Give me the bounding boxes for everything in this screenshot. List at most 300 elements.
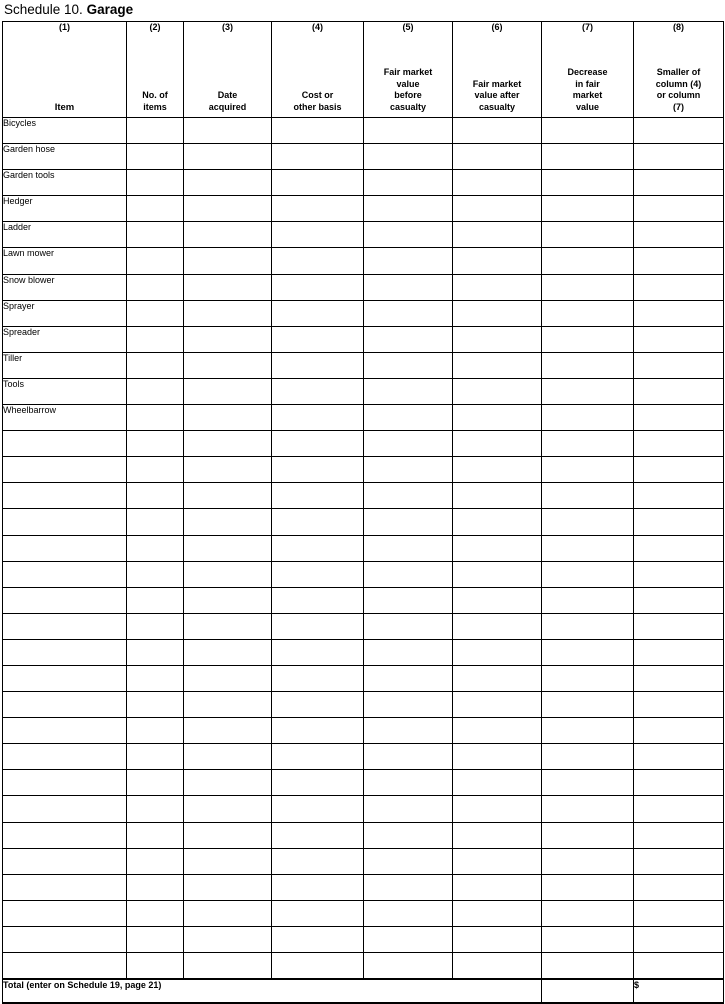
- entry-cell-col2[interactable]: [127, 692, 184, 718]
- entry-cell-col5[interactable]: [364, 300, 453, 326]
- item-name-cell[interactable]: Sprayer: [3, 300, 127, 326]
- entry-cell-col4[interactable]: [272, 118, 364, 144]
- entry-cell-col4[interactable]: [272, 274, 364, 300]
- entry-cell-col2[interactable]: [127, 378, 184, 404]
- entry-cell-col3[interactable]: [184, 300, 272, 326]
- entry-cell-col4[interactable]: [272, 378, 364, 404]
- entry-cell-col3[interactable]: [184, 196, 272, 222]
- entry-cell-col3[interactable]: [184, 170, 272, 196]
- entry-cell-col4[interactable]: [272, 953, 364, 980]
- entry-cell-col3[interactable]: [184, 144, 272, 170]
- entry-cell-col3[interactable]: [184, 509, 272, 535]
- entry-cell-col4[interactable]: [272, 848, 364, 874]
- entry-cell-col7[interactable]: [542, 639, 634, 665]
- column-header-fmv-before-casualty: [364, 22, 453, 118]
- entry-cell-col2[interactable]: [127, 535, 184, 561]
- entry-cell-col7[interactable]: [542, 144, 634, 170]
- entry-cell-col3[interactable]: [184, 822, 272, 848]
- entry-cell-col3[interactable]: [184, 718, 272, 744]
- table-row: [3, 613, 724, 639]
- entry-cell-col5[interactable]: [364, 953, 453, 980]
- item-name-cell[interactable]: Ladder: [3, 222, 127, 248]
- entry-cell-col3[interactable]: [184, 326, 272, 352]
- entry-cell-col2[interactable]: [127, 744, 184, 770]
- table-row: [3, 378, 724, 404]
- entry-cell-col8[interactable]: [634, 848, 724, 874]
- item-name-cell[interactable]: Garden hose: [3, 144, 127, 170]
- entry-cell-col3[interactable]: [184, 483, 272, 509]
- item-name-cell[interactable]: [3, 926, 127, 952]
- entry-cell-col8[interactable]: [634, 718, 724, 744]
- entry-cell-col2[interactable]: [127, 196, 184, 222]
- column-number-7: (7): [582, 22, 593, 32]
- item-name-cell[interactable]: [3, 718, 127, 744]
- entry-cell-col7[interactable]: [542, 405, 634, 431]
- table-row: [3, 900, 724, 926]
- entry-cell-col8[interactable]: [634, 900, 724, 926]
- entry-cell-col8[interactable]: [634, 509, 724, 535]
- entry-cell-col6[interactable]: [453, 509, 542, 535]
- table-row: [3, 874, 724, 900]
- entry-cell-col5[interactable]: [364, 196, 453, 222]
- entry-cell-col6[interactable]: [453, 378, 542, 404]
- entry-cell-col5[interactable]: [364, 248, 453, 274]
- entry-cell-col7[interactable]: [542, 170, 634, 196]
- entry-cell-col6[interactable]: [453, 639, 542, 665]
- item-name-cell[interactable]: [3, 953, 127, 980]
- table-row: [3, 196, 724, 222]
- item-name-cell[interactable]: Lawn mower: [3, 248, 127, 274]
- entry-cell-col5[interactable]: [364, 874, 453, 900]
- entry-cell-col6[interactable]: [453, 248, 542, 274]
- entry-cell-col2[interactable]: [127, 718, 184, 744]
- entry-cell-col5[interactable]: [364, 535, 453, 561]
- item-name-cell[interactable]: [3, 457, 127, 483]
- entry-cell-col5[interactable]: [364, 118, 453, 144]
- entry-cell-col4[interactable]: [272, 926, 364, 952]
- entry-cell-col7[interactable]: [542, 665, 634, 691]
- entry-cell-col8[interactable]: [634, 665, 724, 691]
- entry-cell-col4[interactable]: [272, 900, 364, 926]
- entry-cell-col8[interactable]: [634, 770, 724, 796]
- entry-cell-col6[interactable]: [453, 196, 542, 222]
- entry-cell-col4[interactable]: [272, 170, 364, 196]
- total-row: [3, 979, 724, 1003]
- entry-cell-col3[interactable]: [184, 535, 272, 561]
- entry-cell-col3[interactable]: [184, 796, 272, 822]
- entry-cell-col2[interactable]: [127, 144, 184, 170]
- entry-cell-col2[interactable]: [127, 665, 184, 691]
- table-row: [3, 144, 724, 170]
- entry-cell-col2[interactable]: [127, 770, 184, 796]
- item-name-cell[interactable]: [3, 509, 127, 535]
- item-name-cell[interactable]: [3, 483, 127, 509]
- entry-cell-col8[interactable]: [634, 144, 724, 170]
- entry-cell-col5[interactable]: [364, 144, 453, 170]
- item-name-cell[interactable]: [3, 587, 127, 613]
- entry-cell-col8[interactable]: [634, 953, 724, 980]
- entry-cell-col5[interactable]: [364, 665, 453, 691]
- entry-cell-col5[interactable]: [364, 613, 453, 639]
- entry-cell-col4[interactable]: [272, 692, 364, 718]
- entry-cell-col3[interactable]: [184, 639, 272, 665]
- entry-cell-col8[interactable]: [634, 300, 724, 326]
- entry-cell-col6[interactable]: [453, 561, 542, 587]
- entry-cell-col7[interactable]: [542, 196, 634, 222]
- entry-cell-col6[interactable]: [453, 222, 542, 248]
- entry-cell-col2[interactable]: [127, 300, 184, 326]
- entry-cell-col3[interactable]: [184, 926, 272, 952]
- item-name-cell[interactable]: [3, 770, 127, 796]
- table-row: [3, 587, 724, 613]
- entry-cell-col2[interactable]: [127, 953, 184, 980]
- entry-cell-col6[interactable]: [453, 770, 542, 796]
- entry-cell-col6[interactable]: [453, 457, 542, 483]
- entry-cell-col3[interactable]: [184, 692, 272, 718]
- entry-cell-col7[interactable]: [542, 953, 634, 980]
- entry-cell-col2[interactable]: [127, 431, 184, 457]
- item-name-cell[interactable]: Tools: [3, 378, 127, 404]
- entry-cell-col5[interactable]: [364, 431, 453, 457]
- entry-cell-col7[interactable]: [542, 587, 634, 613]
- entry-cell-col8[interactable]: [634, 196, 724, 222]
- column-header-fmv-after-casualty: [453, 22, 542, 118]
- column-title-item: Item: [54, 102, 75, 113]
- item-name-cell[interactable]: [3, 796, 127, 822]
- entry-cell-col6[interactable]: [453, 144, 542, 170]
- entry-cell-col6[interactable]: [453, 822, 542, 848]
- schedule-name: Garage: [86, 2, 134, 17]
- entry-cell-col8[interactable]: [634, 613, 724, 639]
- entry-cell-col8[interactable]: [634, 248, 724, 274]
- entry-cell-col4[interactable]: [272, 431, 364, 457]
- table-footer: [3, 979, 724, 1003]
- entry-cell-col8[interactable]: [634, 561, 724, 587]
- entry-cell-col6[interactable]: [453, 665, 542, 691]
- entry-cell-col3[interactable]: [184, 953, 272, 980]
- table-row: [3, 561, 724, 587]
- entry-cell-col7[interactable]: [542, 483, 634, 509]
- column-number-3: (3): [222, 22, 233, 32]
- entry-cell-col7[interactable]: [542, 431, 634, 457]
- entry-cell-col5[interactable]: [364, 405, 453, 431]
- entry-cell-col2[interactable]: [127, 326, 184, 352]
- entry-cell-col4[interactable]: [272, 509, 364, 535]
- entry-cell-col6[interactable]: [453, 405, 542, 431]
- item-name-cell[interactable]: [3, 744, 127, 770]
- entry-cell-col5[interactable]: [364, 744, 453, 770]
- item-name-cell[interactable]: [3, 613, 127, 639]
- entry-cell-col4[interactable]: [272, 718, 364, 744]
- entry-cell-col6[interactable]: [453, 744, 542, 770]
- entry-cell-col4[interactable]: [272, 665, 364, 691]
- entry-cell-col3[interactable]: [184, 378, 272, 404]
- entry-cell-col7[interactable]: [542, 535, 634, 561]
- column-number-6: (6): [491, 22, 503, 32]
- entry-cell-col6[interactable]: [453, 326, 542, 352]
- entry-cell-col7[interactable]: [542, 457, 634, 483]
- entry-cell-col2[interactable]: [127, 222, 184, 248]
- entry-cell-col6[interactable]: [453, 431, 542, 457]
- page-title: [2, 0, 723, 21]
- entry-cell-col2[interactable]: [127, 170, 184, 196]
- entry-cell-col5[interactable]: [364, 561, 453, 587]
- entry-cell-col8[interactable]: [634, 118, 724, 144]
- entry-cell-col8[interactable]: [634, 926, 724, 952]
- entry-cell-col3[interactable]: [184, 848, 272, 874]
- entry-cell-col7[interactable]: [542, 352, 634, 378]
- entry-cell-col2[interactable]: [127, 483, 184, 509]
- entry-cell-col4[interactable]: [272, 587, 364, 613]
- entry-cell-col7[interactable]: [542, 822, 634, 848]
- entry-cell-col4[interactable]: [272, 639, 364, 665]
- entry-cell-col3[interactable]: [184, 352, 272, 378]
- item-name-cell[interactable]: [3, 535, 127, 561]
- entry-cell-col3[interactable]: [184, 900, 272, 926]
- entry-cell-col5[interactable]: [364, 483, 453, 509]
- entry-cell-col5[interactable]: [364, 170, 453, 196]
- entry-cell-col3[interactable]: [184, 274, 272, 300]
- entry-cell-col7[interactable]: [542, 770, 634, 796]
- entry-cell-col2[interactable]: [127, 352, 184, 378]
- entry-cell-col8[interactable]: [634, 535, 724, 561]
- entry-cell-col8[interactable]: [634, 405, 724, 431]
- entry-cell-col7[interactable]: [542, 744, 634, 770]
- item-name-cell[interactable]: [3, 874, 127, 900]
- entry-cell-col7[interactable]: [542, 378, 634, 404]
- entry-cell-col8[interactable]: [634, 874, 724, 900]
- entry-cell-col7[interactable]: [542, 248, 634, 274]
- entry-cell-col7[interactable]: [542, 118, 634, 144]
- entry-cell-col4[interactable]: [272, 483, 364, 509]
- table-row: [3, 848, 724, 874]
- total-amount-cell[interactable]: $: [634, 979, 724, 1003]
- table-row: [3, 926, 724, 952]
- entry-cell-col2[interactable]: [127, 457, 184, 483]
- total-blank-cell: [542, 979, 634, 1003]
- entry-cell-col7[interactable]: [542, 222, 634, 248]
- entry-cell-col7[interactable]: [542, 692, 634, 718]
- entry-cell-col8[interactable]: [634, 431, 724, 457]
- entry-cell-col5[interactable]: [364, 587, 453, 613]
- entry-cell-col2[interactable]: [127, 248, 184, 274]
- entry-cell-col5[interactable]: [364, 352, 453, 378]
- item-name-cell[interactable]: Snow blower: [3, 274, 127, 300]
- entry-cell-col6[interactable]: [453, 535, 542, 561]
- entry-cell-col6[interactable]: [453, 900, 542, 926]
- column-number-5: (5): [402, 22, 414, 32]
- entry-cell-col2[interactable]: [127, 900, 184, 926]
- entry-cell-col6[interactable]: [453, 926, 542, 952]
- entry-cell-col6[interactable]: [453, 613, 542, 639]
- entry-cell-col2[interactable]: [127, 796, 184, 822]
- entry-cell-col5[interactable]: [364, 848, 453, 874]
- table-row: [3, 483, 724, 509]
- entry-cell-col6[interactable]: [453, 483, 542, 509]
- entry-cell-col8[interactable]: [634, 822, 724, 848]
- entry-cell-col3[interactable]: [184, 587, 272, 613]
- entry-cell-col8[interactable]: [634, 378, 724, 404]
- entry-cell-col8[interactable]: [634, 274, 724, 300]
- entry-cell-col6[interactable]: [453, 796, 542, 822]
- entry-cell-col2[interactable]: [127, 509, 184, 535]
- entry-cell-col5[interactable]: [364, 274, 453, 300]
- entry-cell-col4[interactable]: [272, 770, 364, 796]
- entry-cell-col3[interactable]: [184, 118, 272, 144]
- table-row: [3, 431, 724, 457]
- entry-cell-col2[interactable]: [127, 405, 184, 431]
- entry-cell-col6[interactable]: [453, 118, 542, 144]
- entry-cell-col7[interactable]: [542, 900, 634, 926]
- entry-cell-col4[interactable]: [272, 796, 364, 822]
- entry-cell-col5[interactable]: [364, 692, 453, 718]
- entry-cell-col3[interactable]: [184, 613, 272, 639]
- table-row: [3, 718, 724, 744]
- entry-cell-col4[interactable]: [272, 613, 364, 639]
- entry-cell-col5[interactable]: [364, 326, 453, 352]
- entry-cell-col8[interactable]: [634, 222, 724, 248]
- entry-cell-col5[interactable]: [364, 718, 453, 744]
- entry-cell-col6[interactable]: [453, 848, 542, 874]
- entry-cell-col5[interactable]: [364, 796, 453, 822]
- entry-cell-col7[interactable]: [542, 561, 634, 587]
- entry-cell-col7[interactable]: [542, 718, 634, 744]
- entry-cell-col6[interactable]: [453, 718, 542, 744]
- entry-cell-col7[interactable]: [542, 509, 634, 535]
- entry-cell-col4[interactable]: [272, 561, 364, 587]
- entry-cell-col7[interactable]: [542, 848, 634, 874]
- entry-cell-col6[interactable]: [453, 300, 542, 326]
- item-name-cell[interactable]: [3, 848, 127, 874]
- entry-cell-col3[interactable]: [184, 561, 272, 587]
- entry-cell-col4[interactable]: [272, 144, 364, 170]
- entry-cell-col8[interactable]: [634, 326, 724, 352]
- entry-cell-col3[interactable]: [184, 665, 272, 691]
- entry-cell-col5[interactable]: [364, 222, 453, 248]
- entry-cell-col5[interactable]: [364, 509, 453, 535]
- entry-cell-col8[interactable]: [634, 170, 724, 196]
- entry-cell-col5[interactable]: [364, 900, 453, 926]
- item-name-cell[interactable]: [3, 431, 127, 457]
- entry-cell-col3[interactable]: [184, 770, 272, 796]
- column-title-date-acquired: Date acquired: [208, 90, 247, 112]
- table-header-row: [3, 22, 724, 118]
- entry-cell-col6[interactable]: [453, 170, 542, 196]
- item-name-cell[interactable]: Wheelbarrow: [3, 405, 127, 431]
- table-row: [3, 300, 724, 326]
- table-row: [3, 822, 724, 848]
- entry-cell-col8[interactable]: [634, 639, 724, 665]
- entry-cell-col6[interactable]: [453, 953, 542, 980]
- entry-cell-col4[interactable]: [272, 352, 364, 378]
- entry-cell-col5[interactable]: [364, 457, 453, 483]
- entry-cell-col2[interactable]: [127, 561, 184, 587]
- entry-cell-col6[interactable]: [453, 274, 542, 300]
- garage-items-table: [2, 21, 724, 1004]
- entry-cell-col4[interactable]: [272, 196, 364, 222]
- entry-cell-col4[interactable]: [272, 222, 364, 248]
- entry-cell-col8[interactable]: [634, 457, 724, 483]
- entry-cell-col4[interactable]: [272, 822, 364, 848]
- entry-cell-col3[interactable]: [184, 405, 272, 431]
- entry-cell-col7[interactable]: [542, 274, 634, 300]
- entry-cell-col8[interactable]: [634, 796, 724, 822]
- entry-cell-col4[interactable]: [272, 744, 364, 770]
- entry-cell-col7[interactable]: [542, 300, 634, 326]
- entry-cell-col2[interactable]: [127, 822, 184, 848]
- entry-cell-col8[interactable]: [634, 692, 724, 718]
- item-name-cell[interactable]: Spreader: [3, 326, 127, 352]
- item-name-cell[interactable]: Tiller: [3, 352, 127, 378]
- entry-cell-col3[interactable]: [184, 431, 272, 457]
- entry-cell-col2[interactable]: [127, 926, 184, 952]
- entry-cell-col8[interactable]: [634, 352, 724, 378]
- item-name-cell[interactable]: Bicycles: [3, 118, 127, 144]
- entry-cell-col3[interactable]: [184, 222, 272, 248]
- entry-cell-col7[interactable]: [542, 874, 634, 900]
- item-name-cell[interactable]: Hedger: [3, 196, 127, 222]
- entry-cell-col6[interactable]: [453, 692, 542, 718]
- entry-cell-col7[interactable]: [542, 796, 634, 822]
- entry-cell-col5[interactable]: [364, 770, 453, 796]
- entry-cell-col5[interactable]: [364, 639, 453, 665]
- entry-cell-col4[interactable]: [272, 248, 364, 274]
- entry-cell-col7[interactable]: [542, 326, 634, 352]
- entry-cell-col4[interactable]: [272, 405, 364, 431]
- entry-cell-col2[interactable]: [127, 874, 184, 900]
- item-name-cell[interactable]: Garden tools: [3, 170, 127, 196]
- entry-cell-col7[interactable]: [542, 926, 634, 952]
- entry-cell-col4[interactable]: [272, 535, 364, 561]
- entry-cell-col5[interactable]: [364, 926, 453, 952]
- table-row: [3, 770, 724, 796]
- entry-cell-col7[interactable]: [542, 613, 634, 639]
- entry-cell-col3[interactable]: [184, 874, 272, 900]
- entry-cell-col2[interactable]: [127, 613, 184, 639]
- entry-cell-col3[interactable]: [184, 744, 272, 770]
- entry-cell-col8[interactable]: [634, 587, 724, 613]
- entry-cell-col3[interactable]: [184, 457, 272, 483]
- table-body: [3, 118, 724, 980]
- item-name-cell[interactable]: [3, 561, 127, 587]
- entry-cell-col6[interactable]: [453, 874, 542, 900]
- entry-cell-col4[interactable]: [272, 874, 364, 900]
- entry-cell-col2[interactable]: [127, 848, 184, 874]
- entry-cell-col2[interactable]: [127, 274, 184, 300]
- entry-cell-col5[interactable]: [364, 822, 453, 848]
- entry-cell-col5[interactable]: [364, 378, 453, 404]
- entry-cell-col2[interactable]: [127, 118, 184, 144]
- entry-cell-col2[interactable]: [127, 587, 184, 613]
- entry-cell-col4[interactable]: [272, 326, 364, 352]
- entry-cell-col3[interactable]: [184, 248, 272, 274]
- entry-cell-col6[interactable]: [453, 352, 542, 378]
- entry-cell-col6[interactable]: [453, 587, 542, 613]
- entry-cell-col2[interactable]: [127, 639, 184, 665]
- item-name-cell[interactable]: [3, 900, 127, 926]
- entry-cell-col8[interactable]: [634, 744, 724, 770]
- item-name-cell[interactable]: [3, 639, 127, 665]
- column-number-1: (1): [59, 22, 70, 32]
- schedule-label: Schedule 10.: [4, 2, 83, 17]
- item-name-cell[interactable]: [3, 692, 127, 718]
- table-row: [3, 509, 724, 535]
- item-name-cell[interactable]: [3, 665, 127, 691]
- entry-cell-col8[interactable]: [634, 483, 724, 509]
- item-name-cell[interactable]: [3, 822, 127, 848]
- entry-cell-col4[interactable]: [272, 457, 364, 483]
- entry-cell-col4[interactable]: [272, 300, 364, 326]
